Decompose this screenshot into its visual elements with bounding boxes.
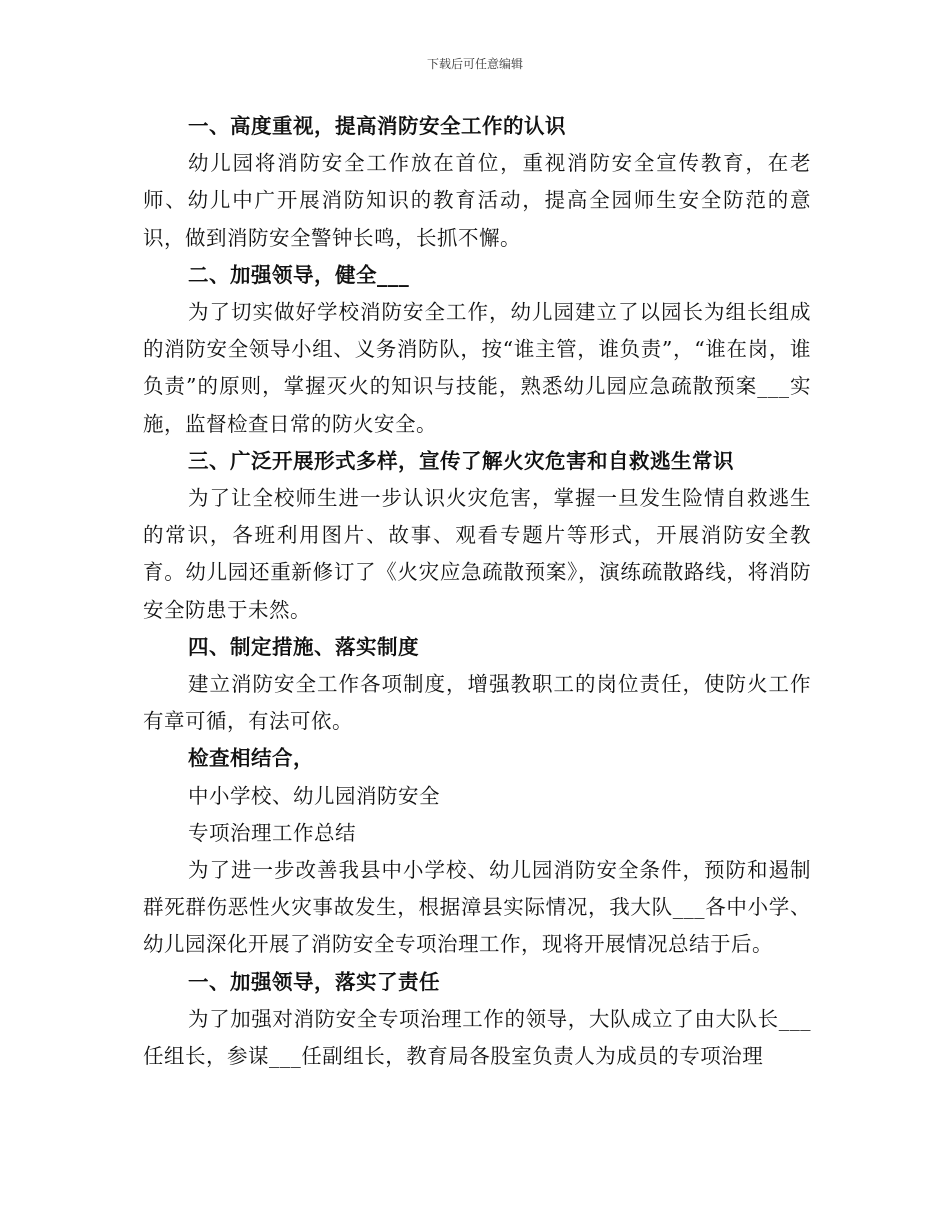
paragraph-2: 为了切实做好学校消防安全工作，幼儿园建立了以园长为组长组成的消防安全领导小组、义务消防队，按“谁主管，谁负责”，“谁在岗，谁负责”的原则，掌握灭火的知识与技能，熟悉幼儿园应急疏散预案___实施，监督检查日常的防火安全。	[143, 300, 811, 436]
section-heading-1: 一、高度重视，提高消防安全工作的认识	[188, 114, 566, 138]
paragraph-4: 建立消防安全工作各项制度，增强教职工的岗位责任，使防火工作有章可循，有法可依。	[143, 672, 811, 734]
section-heading-3: 三、广泛开展形式多样，宣传了解火灾危害和自救逃生常识	[188, 448, 734, 473]
section-heading-4: 四、制定措施、落实制度	[188, 634, 419, 659]
section-heading-6: 一、加强领导，落实了责任	[188, 969, 440, 994]
section-heading-2: 二、加强领导，健全___	[188, 262, 410, 287]
page-header: 下载后可任意编辑	[426, 57, 523, 71]
paragraph-1: 幼儿园将消防安全工作放在首位，重视消防安全宣传教育，在老师、幼儿中广开展消防知识的教育活动，提高全园师生安全防范的意识，做到消防安全警钟长鸣，长抓不懈。	[143, 151, 811, 250]
paragraph-5: 为了进一步改善我县中小学校、幼儿园消防安全条件，预防和遏制群死群伤恶性火灾事故发生，根据漳县实际情况，我大队___各中小学、幼儿园深化开展了消防安全专项治理工作，现将开展情况总结于后。	[143, 858, 811, 957]
section-heading-5: 检查相结合，	[188, 746, 314, 771]
paragraph-6: 为了加强对消防安全专项治理工作的领导，大队成立了由大队长___任组长，参谋___任副组长，教育局各股室负责人为成员的专项治理	[143, 1006, 811, 1069]
document-title-line-1: 中小学校、幼儿园消防安全	[188, 783, 440, 808]
paragraph-3: 为了让全校师生进一步认识火灾危害，掌握一旦发生险情自救逃生的常识，各班利用图片、故事、观看专题片等形式，开展消防安全教育。幼儿园还重新修订了《火灾应急疏散预案》，演练疏散路线，将消防安全防患于未然。	[143, 486, 811, 622]
document-body	[143, 108, 811, 1075]
document-title-line-2: 专项治理工作总结	[188, 820, 356, 845]
